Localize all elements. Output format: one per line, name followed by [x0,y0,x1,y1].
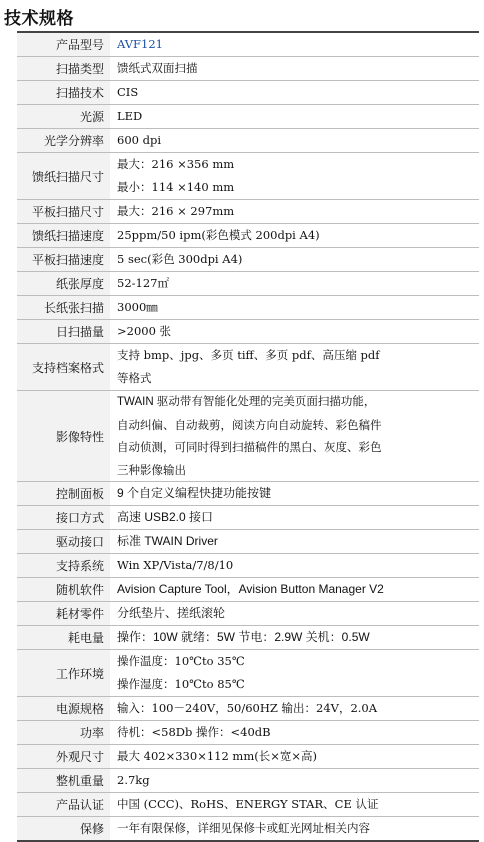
spec-label: 耗材零件 [17,602,110,626]
spec-row [17,320,479,344]
spec-value-line: 一年有限保修，详细见保修卡或虹光网址相关内容 [117,821,370,835]
spec-label: 接口方式 [17,506,110,530]
spec-value-line: 600 dpi [117,133,162,147]
spec-value [110,200,479,224]
spec-value-line: Win XP/Vista/7/8/10 [117,558,234,572]
spec-value [110,272,479,296]
spec-label: 馈纸扫描速度 [17,224,110,248]
spec-table [17,31,479,842]
spec-row [17,105,479,129]
spec-value [110,650,479,697]
spec-label: 馈纸扫描尺寸 [17,153,110,200]
spec-value-line: Avision Capture Tool，Avision Button Manager V2 [117,582,384,596]
spec-value-line: 分纸垫片、搓纸滚轮 [117,606,226,620]
spec-value [110,793,479,817]
spec-label: 外观尺寸 [17,745,110,769]
spec-value-line: CIS [117,85,139,99]
spec-value [110,697,479,721]
spec-value [110,105,479,129]
spec-row [17,153,479,200]
spec-row [17,391,479,482]
spec-label: 光学分辨率 [17,129,110,153]
spec-label: 随机软件 [17,578,110,602]
spec-label: 耗电量 [17,626,110,650]
spec-row [17,81,479,105]
spec-value-line: 最小：114 ×140 mm [117,180,235,194]
spec-value-line: TWAIN 驱动带有智能化处理的完美页面扫描功能， [117,396,376,408]
spec-label: 影像特性 [17,391,110,482]
spec-value [110,32,479,57]
spec-value-line: 待机：<58Db 操作：<40dB [117,725,271,739]
spec-label: 控制面板 [17,482,110,506]
spec-value-line: AVF121 [117,37,163,51]
spec-table-body [17,32,479,841]
spec-label: 支持系统 [17,554,110,578]
spec-row [17,793,479,817]
spec-row [17,650,479,697]
spec-value [110,482,479,506]
spec-value [110,530,479,554]
spec-value-line: 馈纸式双面扫描 [117,61,198,75]
spec-value-line: 操作：10W 就绪：5W 节电：2.9W 关机：0.5W [117,630,370,644]
spec-value-line: 三种影像输出 [117,462,186,477]
spec-value-line: 52-127㎡ [117,276,169,290]
spec-value-line: 最大：216 ×356 mm [117,157,235,171]
spec-value-line: 5 sec(彩色 300dpi A4) [117,252,243,266]
spec-value-line: 操作温度：10℃to 35℃ [117,654,245,668]
spec-row [17,224,479,248]
spec-value-line: LED [117,109,143,123]
spec-row [17,32,479,57]
spec-label: 整机重量 [17,769,110,793]
spec-value-line: 中国 (CCC)、RoHS、ENERGY STAR、CE 认证 [117,797,379,811]
spec-row [17,602,479,626]
spec-row [17,129,479,153]
spec-value [110,745,479,769]
spec-value [110,344,479,391]
spec-row [17,506,479,530]
spec-value-line: 2.7kg [117,773,150,787]
spec-value [110,224,479,248]
spec-row [17,248,479,272]
spec-row [17,482,479,506]
spec-label: 驱动接口 [17,530,110,554]
spec-label: 工作环境 [17,650,110,697]
spec-value [110,296,479,320]
spec-label: 光源 [17,105,110,129]
spec-value-line: 3000㎜ [117,300,158,314]
spec-label: 产品型号 [17,32,110,57]
spec-value [110,248,479,272]
spec-row [17,769,479,793]
spec-value-line: 最大 402×330×112 mm(长×宽×高) [117,749,317,763]
spec-value [110,578,479,602]
spec-value-line: 自动纠偏、自动裁剪，阅读方向自动旋转、彩色稿件 [117,417,382,432]
spec-value [110,769,479,793]
spec-value-line: 输入：100－240V，50/60HZ 输出：24V，2.0A [117,701,378,715]
spec-value [110,602,479,626]
spec-value-line: 自动侦测，可同时得到扫描稿件的黑白、灰度、彩色 [117,440,382,454]
spec-label: 扫描类型 [17,57,110,81]
spec-value-line: 支持 bmp、jpg、多页 tiff、多页 pdf、高压缩 pdf [117,348,380,362]
spec-row [17,200,479,224]
spec-value [110,721,479,745]
spec-label: 长纸张扫描 [17,296,110,320]
spec-value [110,554,479,578]
spec-label: 支持档案格式 [17,344,110,391]
spec-value-line: 25ppm/50 ipm(彩色模式 200dpi A4) [117,228,320,242]
spec-value-line: 操作湿度：10℃to 85℃ [117,677,245,691]
spec-label: 保修 [17,817,110,842]
spec-row [17,817,479,842]
spec-value [110,626,479,650]
spec-label: 产品认证 [17,793,110,817]
spec-value [110,320,479,344]
spec-row [17,344,479,391]
spec-row [17,721,479,745]
spec-row [17,272,479,296]
spec-row [17,626,479,650]
spec-value [110,506,479,530]
spec-value-line: 标准 TWAIN Driver [117,534,218,548]
spec-value [110,129,479,153]
spec-label: 扫描技术 [17,81,110,105]
spec-row [17,578,479,602]
spec-value [110,153,479,200]
spec-label: 功率 [17,721,110,745]
spec-value-line: 等格式 [117,371,152,385]
spec-label: 平板扫描尺寸 [17,200,110,224]
spec-value [110,817,479,842]
spec-value [110,57,479,81]
page-title: 技术规格 [4,9,74,29]
spec-value-line: 9 个自定义编程快捷功能按键 [117,486,272,500]
spec-row [17,697,479,721]
spec-row [17,530,479,554]
spec-label: 平板扫描速度 [17,248,110,272]
spec-value-line: 最大：216 × 297mm [117,204,235,218]
spec-label: 纸张厚度 [17,272,110,296]
spec-value [110,81,479,105]
spec-label: 日扫描量 [17,320,110,344]
spec-label: 电源规格 [17,697,110,721]
spec-row [17,296,479,320]
spec-value-line: >2000 张 [117,324,172,338]
spec-value [110,391,479,482]
spec-row [17,57,479,81]
spec-row [17,745,479,769]
spec-row [17,554,479,578]
spec-value-line: 高速 USB2.0 接口 [117,510,214,524]
